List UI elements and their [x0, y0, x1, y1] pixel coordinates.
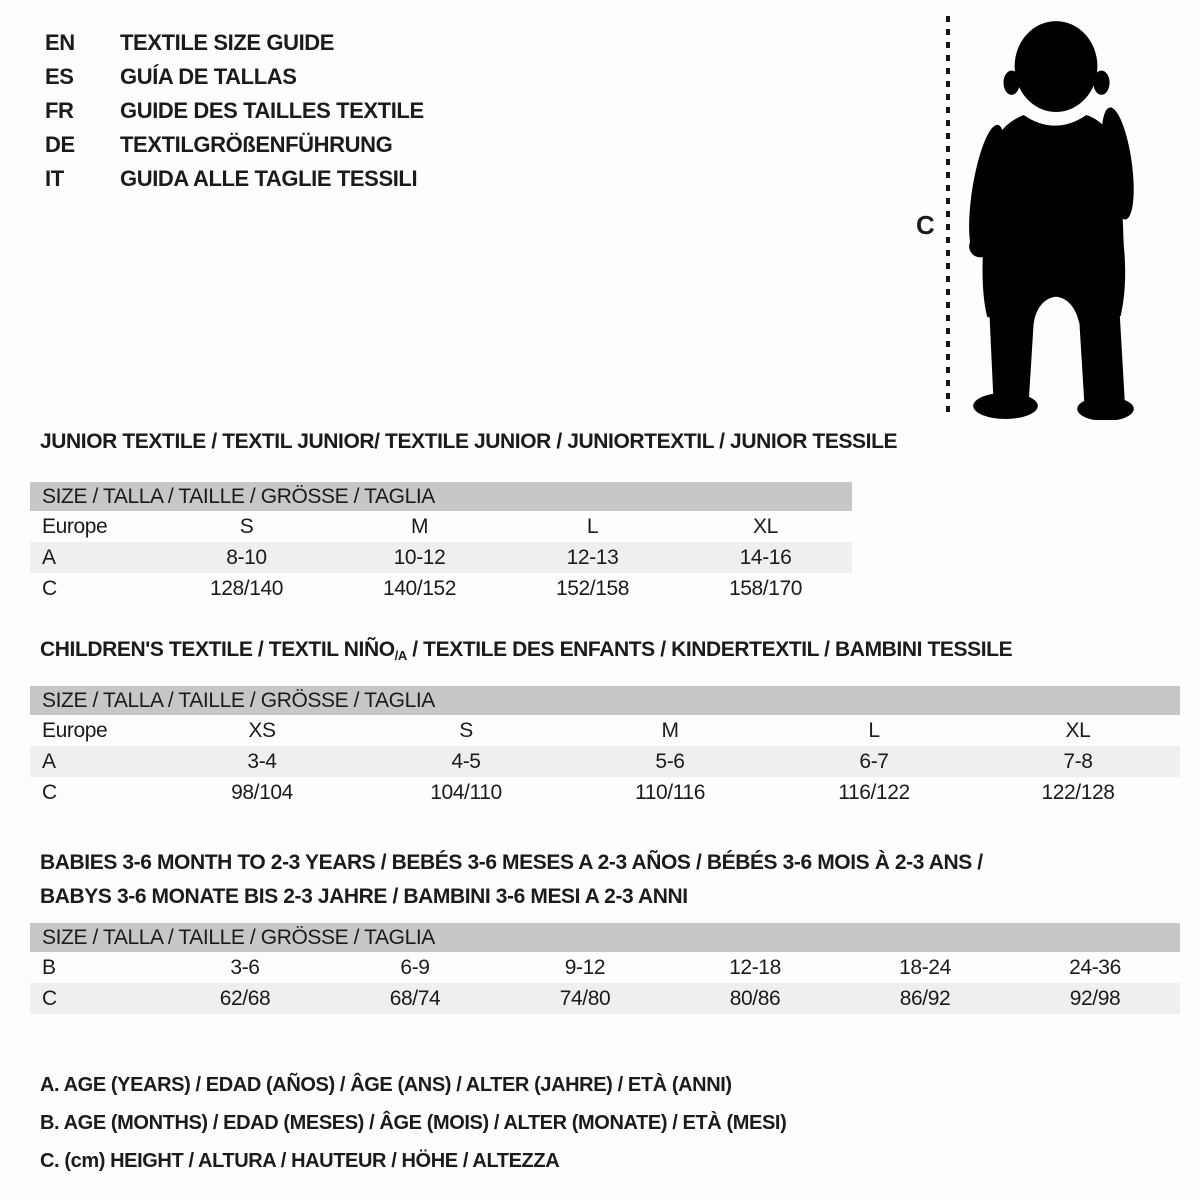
- junior-section-heading: JUNIOR TEXTILE / TEXTIL JUNIOR/ TEXTILE JUNIOR / JUNIORTEXTIL / JUNIOR TESSILE: [40, 430, 898, 453]
- table-cell: M: [410, 515, 429, 538]
- children-section-heading: [40, 638, 1012, 662]
- row-label: Europe: [42, 719, 108, 742]
- table-row: [30, 983, 1180, 1014]
- table-cell: 14-16: [739, 546, 792, 569]
- babies-section-heading: [40, 846, 983, 914]
- table-cell: XL: [1065, 719, 1091, 742]
- language-title-list: [45, 26, 424, 196]
- table-cell: 12-13: [566, 546, 619, 569]
- legend-line-a: A. AGE (YEARS) / EDAD (AÑOS) / ÂGE (ANS) / ALTER (JAHRE) / ETÀ (ANNI): [40, 1074, 732, 1096]
- table-cell: 116/122: [838, 781, 910, 804]
- table-cell: 3-4: [247, 750, 277, 773]
- table-cell: 68/74: [389, 987, 441, 1010]
- toddler-silhouette-icon: [963, 14, 1145, 420]
- table-cell: 10-12: [393, 546, 446, 569]
- language-title: GUÍA DE TALLAS: [120, 64, 297, 89]
- table-cell: 110/116: [635, 781, 705, 804]
- table-cell: 8-10: [226, 546, 267, 569]
- babies-size-table: [30, 923, 1180, 1014]
- language-title: TEXTILE SIZE GUIDE: [120, 30, 335, 55]
- table-cell: 98/104: [231, 781, 293, 804]
- legend-line-c: C. (cm) HEIGHT / ALTURA / HAUTEUR / HÖHE / ALTEZZA: [40, 1150, 560, 1172]
- table-cell: 6-9: [400, 956, 430, 979]
- language-code: IT: [45, 166, 64, 191]
- table-cell: 5-6: [655, 750, 685, 773]
- height-measure-label: C: [916, 210, 935, 240]
- babies-heading-line2: BABYS 3-6 MONATE BIS 2-3 JAHRE / BAMBINI 3-6 MESI A 2-3 ANNI: [40, 885, 688, 908]
- table-cell: 62/68: [219, 987, 271, 1010]
- table-cell: 86/92: [899, 987, 951, 1010]
- table-cell: 122/128: [1041, 781, 1115, 804]
- table-cell: S: [459, 719, 473, 742]
- height-measure-dashed-line: [946, 16, 950, 418]
- table-cell: 12-18: [729, 956, 781, 979]
- junior-table-header: SIZE / TALLA / TAILLE / GRÖSSE / TAGLIA: [30, 482, 852, 511]
- table-row: [30, 746, 1180, 777]
- language-title: GUIDE DES TAILLES TEXTILE: [120, 98, 424, 123]
- babies-heading-line1: BABIES 3-6 MONTH TO 2-3 YEARS / BEBÉS 3-6 MESES A 2-3 AÑOS / BÉBÉS 3-6 MOIS À 2-3 ANS /: [40, 851, 983, 874]
- language-code: ES: [45, 64, 74, 89]
- language-title: GUIDA ALLE TAGLIE TESSILI: [120, 166, 418, 191]
- table-cell: L: [868, 719, 880, 742]
- table-cell: 158/170: [728, 577, 803, 600]
- table-row: [30, 511, 852, 542]
- table-cell: 128/140: [209, 577, 284, 600]
- language-row-it: [45, 162, 424, 196]
- row-label: C: [42, 577, 57, 600]
- children-heading-post: / TEXTILE DES ENFANTS / KINDERTEXTIL / BAMBINI TESSILE: [406, 638, 1013, 661]
- language-row-es: [45, 60, 424, 94]
- table-cell: 6-7: [859, 750, 889, 773]
- babies-table-header: SIZE / TALLA / TAILLE / GRÖSSE / TAGLIA: [30, 923, 1180, 952]
- children-table-header: SIZE / TALLA / TAILLE / GRÖSSE / TAGLIA: [30, 686, 1180, 715]
- table-cell: 18-24: [899, 956, 951, 979]
- table-cell: L: [586, 515, 599, 538]
- children-size-table: [30, 686, 1180, 808]
- table-cell: 80/86: [729, 987, 781, 1010]
- table-cell: 7-8: [1063, 750, 1093, 773]
- row-label: A: [42, 750, 56, 773]
- table-cell: 140/152: [382, 577, 457, 600]
- measurement-legend: [40, 1066, 786, 1180]
- table-cell: 9-12: [564, 956, 606, 979]
- table-cell: M: [661, 719, 679, 742]
- junior-size-table: [30, 482, 852, 604]
- language-row-en: [45, 26, 424, 60]
- table-row: [30, 573, 852, 604]
- row-label: C: [42, 987, 57, 1010]
- table-cell: S: [239, 515, 254, 538]
- table-row: [30, 777, 1180, 808]
- row-label: C: [42, 781, 57, 804]
- table-row: [30, 952, 1180, 983]
- table-cell: 3-6: [230, 956, 260, 979]
- table-cell: 104/110: [430, 781, 502, 804]
- table-cell: 4-5: [451, 750, 481, 773]
- language-row-fr: [45, 94, 424, 128]
- language-code: EN: [45, 30, 75, 55]
- table-cell: 74/80: [559, 987, 611, 1010]
- legend-line-b: B. AGE (MONTHS) / EDAD (MESES) / ÂGE (MOIS) / ALTER (MONATE) / ETÀ (MESI): [40, 1112, 787, 1134]
- row-label: A: [42, 546, 56, 569]
- table-cell: 152/158: [555, 577, 630, 600]
- children-heading-pre: CHILDREN'S TEXTILE / TEXTIL NIÑO: [40, 638, 395, 661]
- language-row-de: [45, 128, 424, 162]
- table-row: [30, 542, 852, 573]
- table-row: [30, 715, 1180, 746]
- language-title: TEXTILGRÖßENFÜHRUNG: [120, 132, 393, 157]
- children-heading-sub: /A: [394, 648, 407, 663]
- table-cell: 24-36: [1069, 956, 1121, 979]
- table-cell: XS: [248, 719, 276, 742]
- row-label: B: [42, 956, 56, 979]
- table-cell: 92/98: [1069, 987, 1121, 1010]
- language-code: FR: [45, 98, 74, 123]
- table-cell: XL: [753, 515, 778, 538]
- row-label: Europe: [42, 515, 108, 538]
- language-code: DE: [45, 132, 75, 157]
